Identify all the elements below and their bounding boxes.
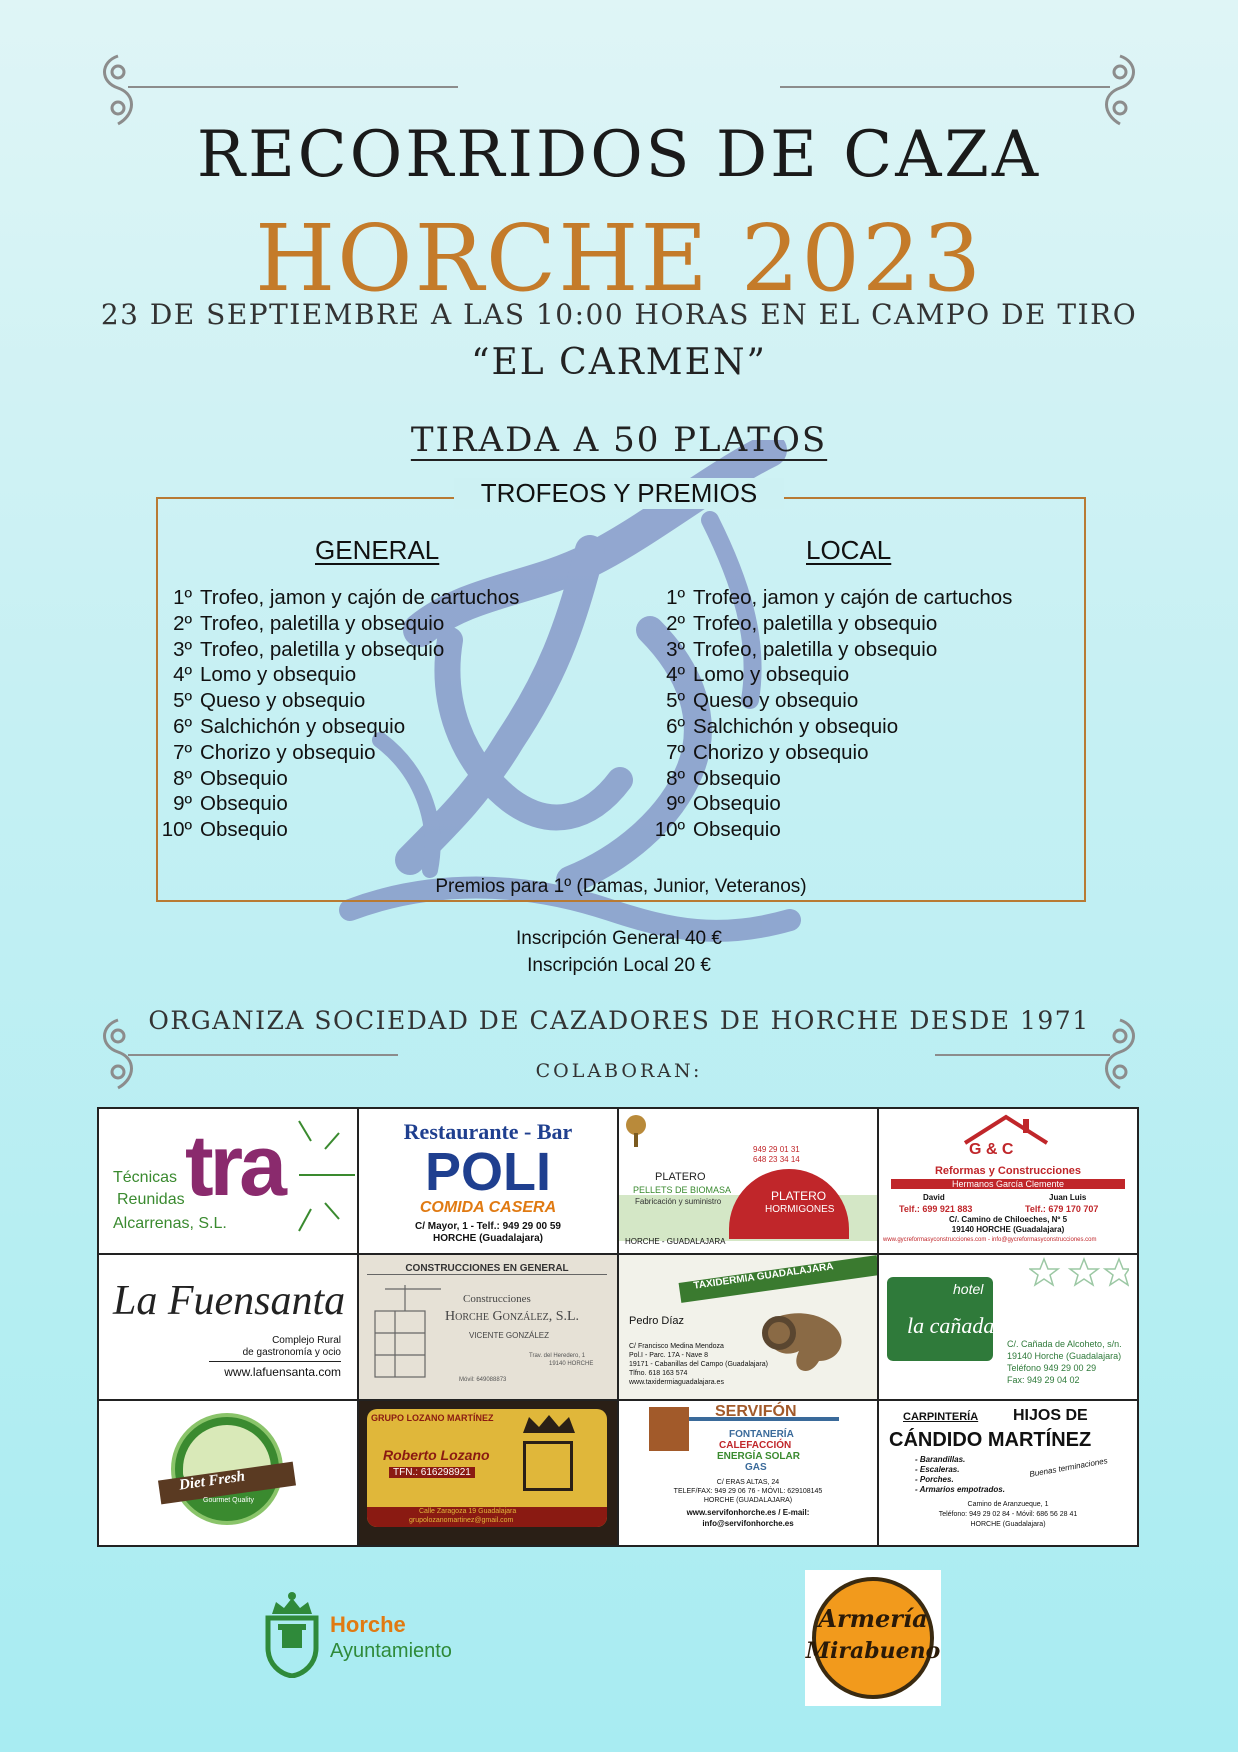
top-right-rule bbox=[780, 86, 1110, 88]
list-item: 1º Trofeo, jamon y cajón de cartuchos bbox=[666, 586, 1013, 609]
sponsor-poli: Restaurante - Bar POLI COMIDA CASERA C/ Mayor, 1 - Telf.: 949 29 00 59 HORCHE (Guadalajara) bbox=[359, 1109, 617, 1253]
list-item: 3º Trofeo, paletilla y obsequio bbox=[666, 637, 938, 661]
sponsor-tra: tra Técnicas Reunidas Alcarrenas, S.L. bbox=[99, 1109, 357, 1253]
event-type: TIRADA A 50 PLATOS bbox=[410, 420, 828, 460]
right-scroll-ornament-icon bbox=[1098, 52, 1142, 128]
list-item: 6º Salchichón y obsequio bbox=[666, 714, 899, 738]
fuensanta-rule bbox=[209, 1361, 341, 1362]
general-fee: Inscripción General 40 € bbox=[516, 928, 722, 949]
list-item: 4º Lomo y obsequio bbox=[666, 663, 850, 687]
sponsor-carpinteria-candido: CARPINTERÍA HIJOS DE CÁNDIDO MARTÍNEZ - Barandillas. - Escaleras. - Porches. - Armarios empotrados. Buenas terminaciones Camino de Aranzueque, 1 Teléfono: 949 29 02 84 - Móvil: 686 56 28 41 HORCHE (Guadalajara) bbox=[879, 1401, 1137, 1545]
top-left-rule bbox=[128, 86, 458, 88]
ayuntamiento-name: Horche bbox=[330, 1612, 406, 1637]
sponsor-diet-fresh: Diet Fresh Gourmet Quality bbox=[99, 1401, 357, 1545]
list-item: 7º Chorizo y obsequio bbox=[173, 740, 376, 764]
sponsors-grid bbox=[97, 1107, 1139, 1547]
collaborators-label: COLABORAN: bbox=[535, 1060, 703, 1082]
crown-icon bbox=[519, 1413, 579, 1437]
title-line-1: RECORRIDOS DE CAZA bbox=[196, 118, 1042, 192]
sponsor-la-fuensanta: La Fuensanta Complejo Rural de gastronomía y ocio www.lafuensanta.com bbox=[99, 1255, 357, 1399]
left-scroll-ornament-icon bbox=[96, 52, 140, 128]
sponsor-hotel-la-canada: hotel la cañada C/. Cañada de Alcoheto, s/n. 19140 Horche (Guadalajara) Teléfono 949 29 00 29 Fax: 949 29 04 02 bbox=[879, 1255, 1137, 1399]
lm-monogram bbox=[523, 1441, 573, 1491]
local-heading: LOCAL bbox=[806, 535, 892, 565]
sponsor-platero: 949 29 01 31 648 23 34 14 PLATERO PELLETS DE BIOMASA Fabricación y suministro PLATERO HORMIGONES HORCHE - GUADALAJARA bbox=[619, 1109, 877, 1253]
general-prize-list bbox=[140, 585, 519, 843]
list-item: 10º Obsequio bbox=[161, 818, 288, 842]
list-item: 8º Obsequio bbox=[666, 766, 781, 790]
list-item: 1º Trofeo, jamon y cajón de cartuchos bbox=[173, 586, 520, 609]
tree-icon bbox=[623, 1113, 649, 1149]
category-prizes-note: Premios para 1º (Damas, Junior, Veteranos) bbox=[435, 876, 807, 897]
list-item: 2º Trofeo, paletilla y obsequio bbox=[666, 611, 938, 635]
list-item: 5º Queso y obsequio bbox=[173, 689, 366, 713]
sponsor-taxidermia: TAXIDERMIA GUADALAJARA Pedro Díaz C/ Francisco Medina Mendoza Pol.I - Parc. 17A - Nave 8 19171 - Cabanillas del Campo (Guadalajara) Tlfno. 618 163 574 www.taxidermiaguadalajara.es bbox=[619, 1255, 877, 1399]
sponsor-gc: G & C Reformas y Construcciones Hermanos García Clemente David Juan Luis Telf.: 699 921 883 Telf.: 679 170 707 C/. Camino de Chiloeches, Nº 5 19140 HORCHE (Guadalajara) www.gycreformasyconstrucciones.com - info@gycreformasyconstrucciones.com bbox=[879, 1109, 1137, 1253]
list-item: 4º Lomo y obsequio bbox=[173, 663, 357, 687]
prizes-title: TROFEOS Y PREMIOS bbox=[454, 478, 784, 509]
list-item: 8º Obsequio bbox=[173, 766, 288, 790]
list-item: 3º Trofeo, paletilla y obsequio bbox=[173, 637, 445, 661]
list-item: 5º Queso y obsequio bbox=[666, 689, 859, 713]
local-prize-list bbox=[633, 585, 1012, 843]
sun-rays-icon bbox=[289, 1113, 357, 1243]
sponsor-servifon: SERVIFÓN FONTANERÍA CALEFACCIÓN ENERGÍA SOLAR GAS C/ ERAS ALTAS, 24 TELEF/FAX: 949 29 06 76 - MÓVIL: 629108145 HORCHE (GUADALAJARA) www.servifonhorche.es / E-mail: info@servifonhorche.es bbox=[619, 1401, 877, 1545]
list-item: 7º Chorizo y obsequio bbox=[666, 740, 869, 764]
organizer: ORGANIZA SOCIEDAD DE CAZADORES DE HORCHE DESDE 1971 bbox=[148, 1006, 1090, 1035]
list-item: 10º Obsequio bbox=[654, 818, 781, 842]
general-heading: GENERAL bbox=[315, 535, 440, 565]
ayuntamiento-coat-of-arms-icon bbox=[262, 1588, 322, 1678]
left-rule bbox=[128, 1054, 398, 1056]
list-item: 9º Obsequio bbox=[666, 792, 781, 816]
list-item: 2º Trofeo, paletilla y obsequio bbox=[173, 611, 445, 635]
servifon-logo-block bbox=[649, 1407, 689, 1451]
title-line-2: HORCHE 2023 bbox=[254, 205, 984, 312]
list-item: 6º Salchichón y obsequio bbox=[173, 714, 406, 738]
ayuntamiento-label: Ayuntamiento bbox=[330, 1640, 452, 1662]
event-date-location: 23 DE SEPTIEMBRE A LAS 10:00 HORAS EN EL CAMPO DE TIRO bbox=[100, 298, 1138, 331]
armeria-line-1: Armería bbox=[818, 1604, 928, 1633]
sponsor-grupo-lozano: GRUPO LOZANO MARTÍNEZ Roberto Lozano TFN.: 616298921 Calle Zaragoza 19 Guadalajara grupolozanomartinez@gmail.com bbox=[359, 1401, 617, 1545]
local-fee: Inscripción Local 20 € bbox=[527, 955, 711, 976]
stars-decor-icon bbox=[1029, 1257, 1129, 1287]
sponsor-construcciones-gonzalez: CONSTRUCCIONES EN GENERAL Construcciones Horche González, S.L. VICENTE GONZÁLEZ Trav. del Heredero, 1 19140 HORCHE Móvil: 649088873 bbox=[359, 1255, 617, 1399]
right-rule bbox=[935, 1054, 1110, 1056]
list-item: 9º Obsequio bbox=[173, 792, 288, 816]
venue-name: “EL CARMEN” bbox=[471, 342, 767, 383]
building-sketch-icon bbox=[365, 1281, 445, 1381]
armeria-line-2: Mirabueno bbox=[805, 1638, 941, 1664]
